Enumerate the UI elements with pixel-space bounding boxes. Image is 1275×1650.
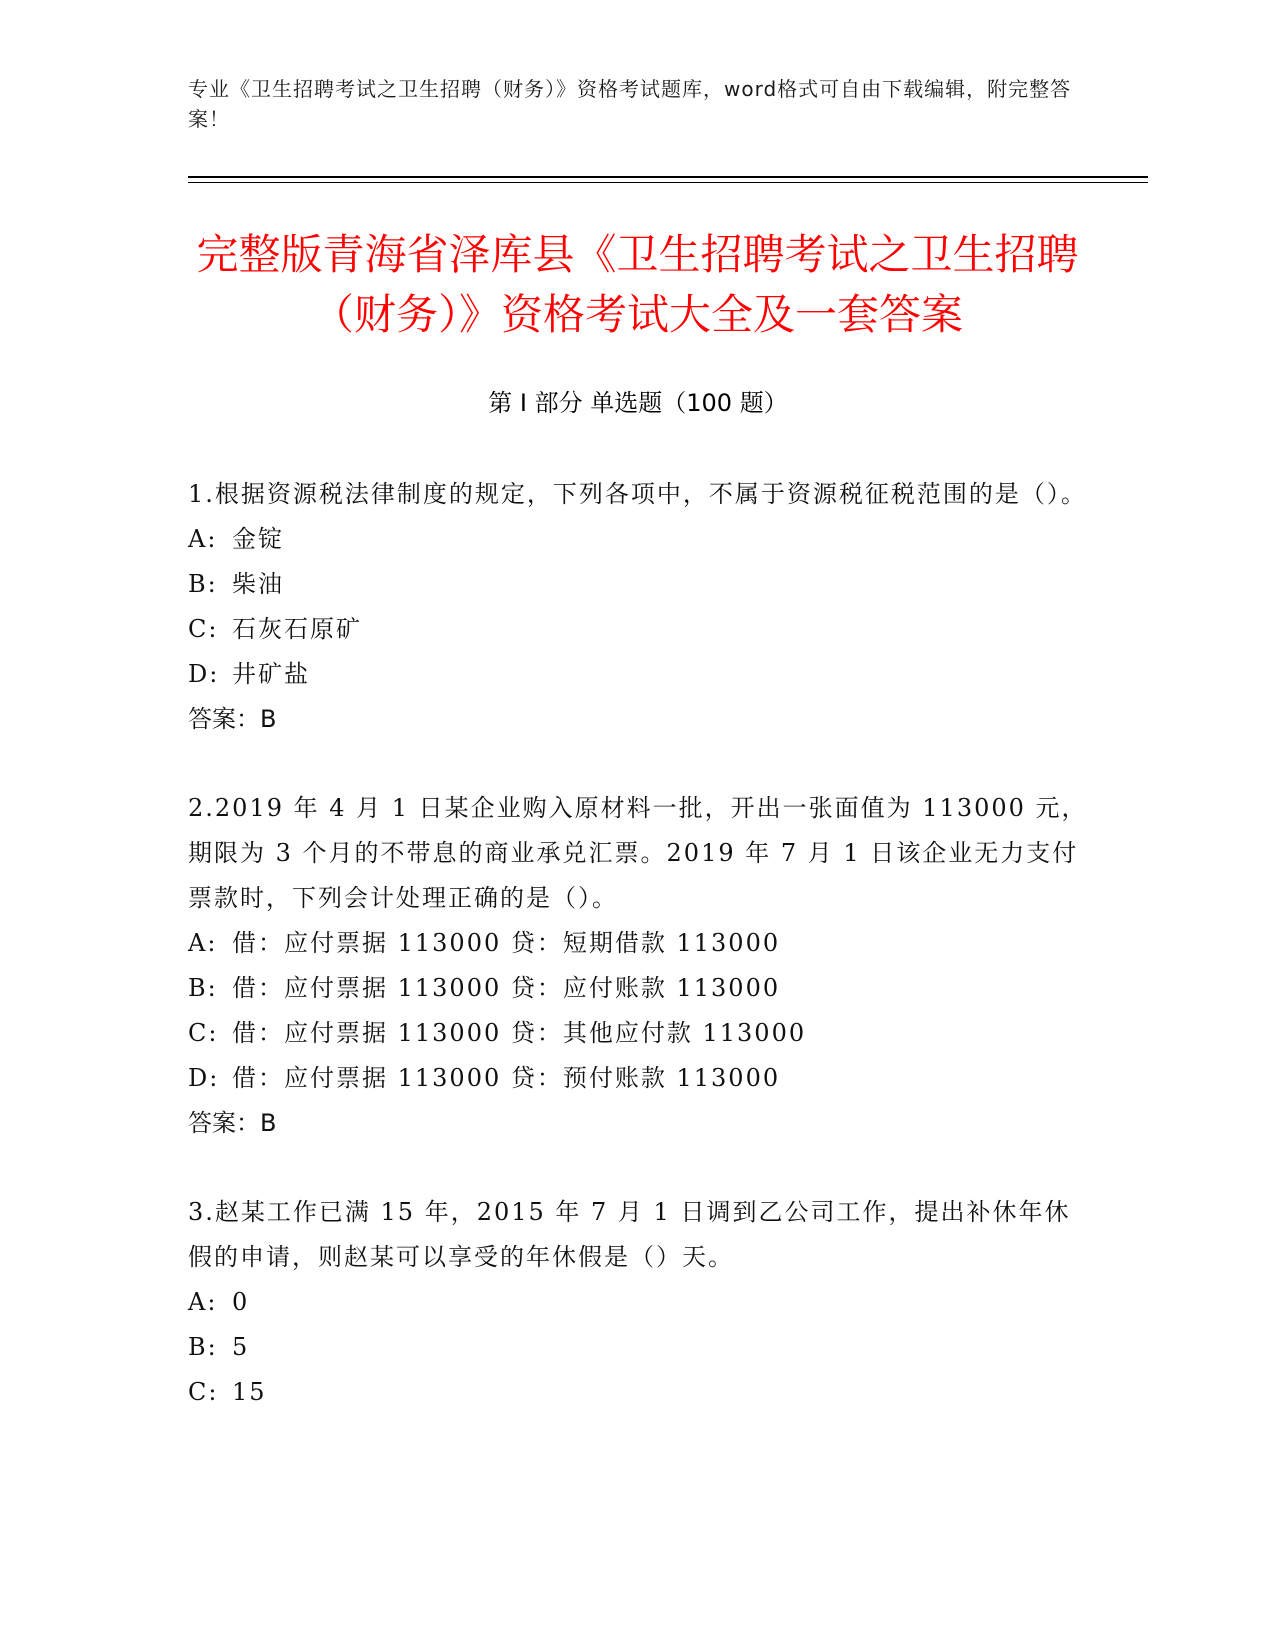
option-letter: D:	[188, 1064, 220, 1092]
question-2	[188, 786, 1088, 1146]
option-letter: D:	[188, 660, 220, 688]
option-b	[188, 562, 1088, 607]
option-letter: C:	[188, 1378, 219, 1406]
option-text: 5	[232, 1333, 250, 1361]
option-text: 借：应付票据 113000 贷：短期借款 113000	[232, 929, 781, 957]
option-letter: B:	[188, 570, 218, 598]
option-text: 井矿盐	[232, 660, 310, 688]
question-3	[188, 1190, 1088, 1415]
header-note: 专业《卫生招聘考试之卫生招聘（财务）》资格考试题库，word格式可自由下载编辑，附完整答案！	[188, 77, 1072, 131]
option-text: 柴油	[232, 570, 284, 598]
question-list	[188, 472, 1088, 1459]
option-letter: B:	[188, 1333, 218, 1361]
option-letter: A:	[188, 525, 218, 553]
question-stem: 3.赵某工作已满 15 年，2015 年 7 月 1 日调到乙公司工作，提出补休年休假的申请，则赵某可以享受的年休假是（）天。	[188, 1198, 1071, 1271]
section-heading: 第 I 部分 单选题（100 题）	[488, 389, 788, 417]
answer-line: 答案：B	[188, 1109, 277, 1137]
option-c	[188, 1011, 1088, 1056]
option-text: 借：应付票据 113000 贷：预付账款 113000	[232, 1064, 781, 1092]
option-letter: A:	[188, 1288, 218, 1316]
option-text: 石灰石原矿	[232, 615, 362, 643]
header-rule-thick	[188, 176, 1148, 178]
option-d	[188, 1056, 1088, 1101]
question-stem: 1.根据资源税法律制度的规定，下列各项中，不属于资源税征税范围的是（）。	[188, 480, 1087, 508]
option-letter: B:	[188, 974, 218, 1002]
option-b	[188, 1325, 1088, 1370]
option-text: 金锭	[232, 525, 284, 553]
document-title: 完整版青海省泽库县《卫生招聘考试之卫生招聘（财务）》资格考试大全及一套答案	[196, 230, 1079, 339]
option-letter: A:	[188, 929, 218, 957]
header-rule-thin	[188, 182, 1148, 183]
option-a	[188, 921, 1088, 966]
option-a	[188, 517, 1088, 562]
option-text: 借：应付票据 113000 贷：其他应付款 113000	[232, 1019, 807, 1047]
option-c	[188, 607, 1088, 652]
answer-line: 答案：B	[188, 705, 277, 733]
option-letter: C:	[188, 615, 219, 643]
option-letter: C:	[188, 1019, 219, 1047]
option-d	[188, 652, 1088, 697]
option-text: 15	[232, 1378, 267, 1406]
option-text: 0	[232, 1288, 250, 1316]
option-b	[188, 966, 1088, 1011]
option-a	[188, 1280, 1088, 1325]
option-text: 借：应付票据 113000 贷：应付账款 113000	[232, 974, 781, 1002]
option-c	[188, 1370, 1088, 1415]
question-1	[188, 472, 1088, 742]
question-stem: 2.2019 年 4 月 1 日某企业购入原材料一批，开出一张面值为 113000 元，期限为 3 个月的不带息的商业承兑汇票。2019 年 7 月 1 日该企业无力支付票款时，下列会计处理正确的是（）。	[188, 794, 1088, 912]
